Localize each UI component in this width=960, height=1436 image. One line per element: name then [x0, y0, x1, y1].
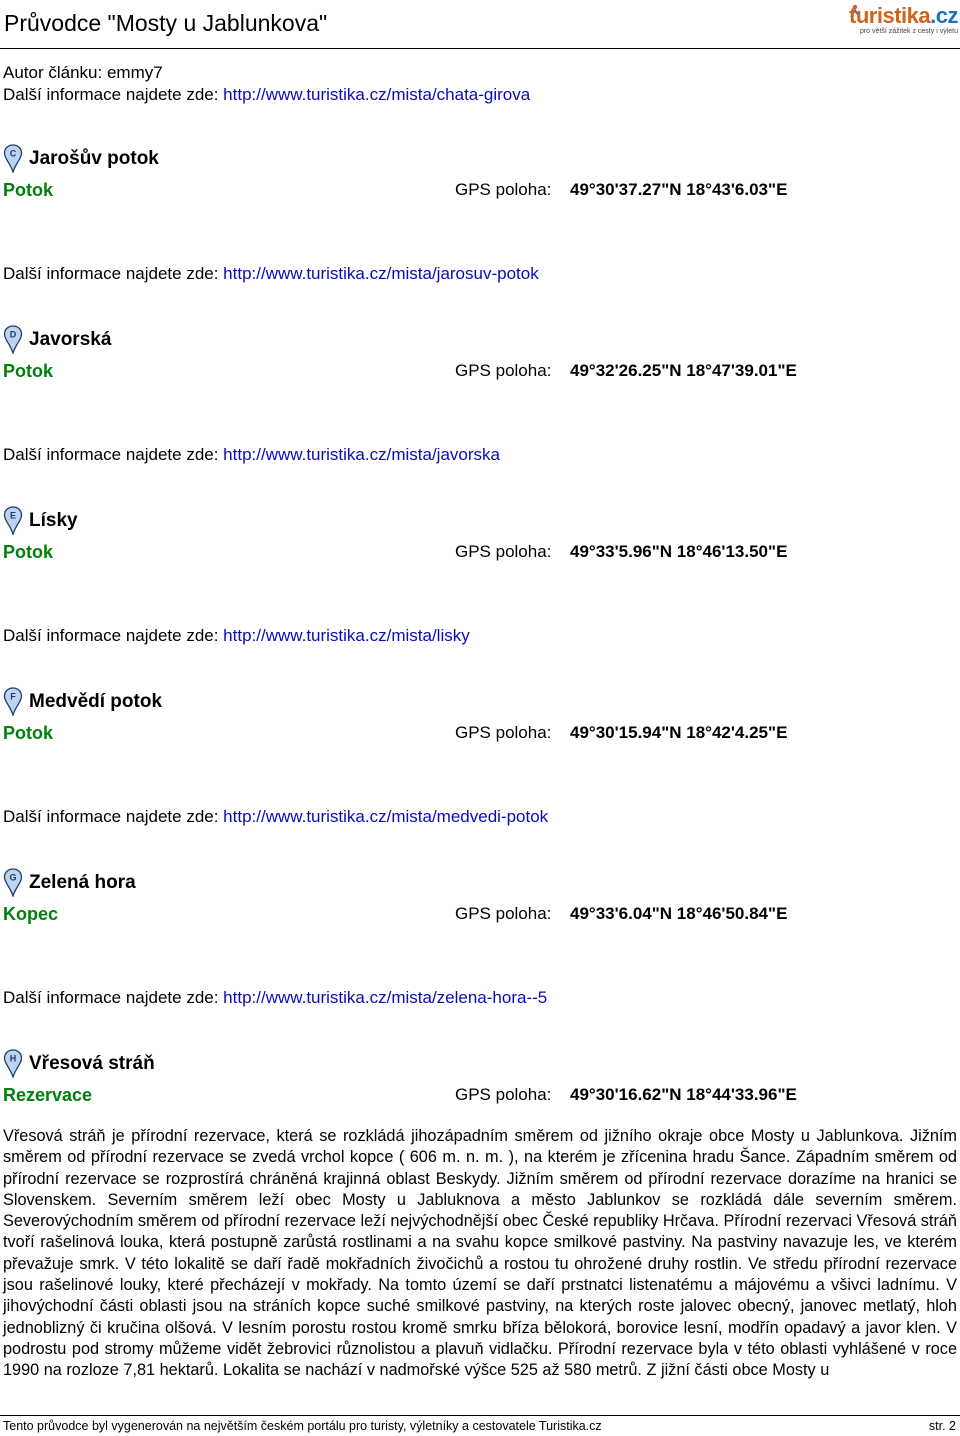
place-name: Medvědí potok [29, 691, 163, 712]
place-name: Lísky [29, 510, 78, 531]
author-label: Autor článku: [3, 63, 107, 82]
place-type: Potok [3, 723, 54, 743]
gps-label: GPS poloha: [455, 361, 552, 380]
more-info-line [3, 625, 470, 646]
footer-divider [0, 1415, 960, 1416]
more-info-link[interactable]: http://www.turistika.cz/mista/zelena-hora--5 [223, 988, 548, 1007]
place-description: Vřesová stráň je přírodní rezervace, která se rozkládá jihozápadním směrem od jižního okraje obce Mosty u Jablunkova. Jižním směrem od přírodní rezervace se zvedá vrchol kopce ( 606 m. n. m. ), na kterém je zřícenina hradu Šance. Západním směrem od přírodní rezervace se rozprostírá chráněná krajinná oblast Beskydy. Jižním směrem od přírodní rezervace dorazíme na hranici se Slovenskem. Severním směrem leží obec Mosty u Jabluknova a město Jablunkov se rozkládá dále severním směrem. Severovýchodním směrem od přírodní rezervace leží nejvýchodnější obec České republiky Hrčava. Přírodní rezervaci Vřesová stráň tvoří rašelinová louka, která postupně zarůstá rostlinami a na svahu kopce smilkové pastviny. Na pastviny navazuje les, ve kterém převažuje smrk. V této lokalitě se daří řadě mokřadních živočichů a rostou tu ohrožené druhy rostlin. Ve středu přírodní rezervace jsou rašelinové louky, které přecházejí v mokřady. Na tomto území se daří prstnatci listenatému a májovému a všivci ladnímu. V jihovýchodní části oblasti jsou na stráních kopce suché smilkové pastviny, na kterých roste jalovec obecný, janovec metlatý, hloh jednoblizný či kručina olšová. V lesním porostu rostou kromě smrku bříza bělokorá, borovice lesní, modřín opadavý a javor klen. V podrostu pod stromy můžeme vidět žebrovici různolistou a plavuň vidlačku. Přírodní rezervace byla v této oblasti vyhlášené v roce 1990 na rozloze 7,81 hektarů. Lokalita se nachází v nadmořské výšce 525 až 580 metrů. Z jižní části obce Mosty u [3, 1127, 957, 1380]
map-pin-icon [3, 506, 23, 535]
place-type: Potok [3, 180, 54, 200]
place-name: Jarošův potok [29, 148, 159, 169]
gps-value: 49°33'5.96"N 18°46'13.50"E [570, 542, 788, 561]
gps-label: GPS poloha: [455, 180, 552, 199]
page-header [0, 0, 960, 48]
more-info-link[interactable]: http://www.turistika.cz/mista/chata-girova [223, 85, 531, 104]
gps-position [455, 1084, 797, 1106]
more-info-label: Další informace najdete zde: [3, 626, 224, 645]
map-pin-icon [3, 868, 23, 897]
gps-label: GPS poloha: [455, 1085, 552, 1104]
gps-position [455, 360, 797, 382]
gps-position [455, 541, 788, 563]
gps-position [455, 179, 788, 201]
gps-value: 49°30'16.62"N 18°44'33.96"E [570, 1085, 797, 1104]
pin-marker-letter: D [9, 329, 17, 340]
logo-text-domain: .cz [930, 3, 958, 28]
map-pin-icon [3, 144, 23, 173]
map-pin-icon [3, 325, 23, 354]
logo-text-main: turistika [849, 3, 931, 28]
author-line [3, 62, 163, 83]
more-info-label: Další informace najdete zde: [3, 988, 224, 1007]
place-type: Potok [3, 361, 54, 381]
pin-marker-letter: C [9, 148, 17, 159]
page-number: str. 2 [928, 1419, 956, 1433]
gps-label: GPS poloha: [455, 904, 552, 923]
gps-label: GPS poloha: [455, 723, 552, 742]
gps-value: 49°30'15.94"N 18°42'4.25"E [570, 723, 788, 742]
gps-label: GPS poloha: [455, 542, 552, 561]
gps-value: 49°32'26.25"N 18°47'39.01"E [570, 361, 797, 380]
place-name: Zelená hora [29, 872, 136, 893]
author-name: emmy7 [106, 63, 163, 82]
gps-position [455, 722, 788, 744]
more-info-link[interactable]: http://www.turistika.cz/mista/lisky [223, 626, 470, 645]
more-info-line [3, 84, 530, 105]
pin-marker-letter: E [9, 510, 17, 521]
gps-value: 49°30'37.27"N 18°43'6.03"E [570, 180, 788, 199]
more-info-line [3, 444, 500, 465]
map-pin-icon [3, 687, 23, 716]
more-info-link[interactable]: http://www.turistika.cz/mista/medvedi-potok [223, 807, 549, 826]
pin-marker-letter: F [10, 691, 16, 702]
gps-position [455, 903, 788, 925]
place-type: Kopec [3, 904, 59, 924]
logo-tagline: pro větší zážitek z cesty i výletu [859, 28, 958, 35]
gps-value: 49°33'6.04"N 18°46'50.84"E [570, 904, 788, 923]
place-name: Javorská [29, 329, 112, 350]
document-title: Průvodce "Mosty u Jablunkova" [4, 10, 328, 36]
pin-marker-letter: H [9, 1053, 17, 1064]
footer-text: Tento průvodce byl vygenerován na největším českém portálu pro turisty, výletníky a cestovatele Turistika.cz [3, 1419, 602, 1433]
place-type: Potok [3, 542, 54, 562]
more-info-line [3, 987, 547, 1008]
logo-wordmark [849, 4, 958, 28]
pin-marker-letter: G [9, 872, 17, 883]
more-info-label: Další informace najdete zde: [3, 445, 224, 464]
map-pin-icon [3, 1049, 23, 1078]
place-type: Rezervace [3, 1085, 93, 1105]
header-divider [0, 48, 960, 49]
more-info-label: Další informace najdete zde: [3, 264, 224, 283]
more-info-label: Další informace najdete zde: [3, 807, 224, 826]
place-name: Vřesová stráň [29, 1053, 155, 1074]
more-info-line [3, 263, 539, 284]
turistika-logo[interactable] [849, 3, 958, 38]
more-info-link[interactable]: http://www.turistika.cz/mista/javorska [223, 445, 500, 464]
more-info-link[interactable]: http://www.turistika.cz/mista/jarosuv-potok [223, 264, 539, 283]
more-info-line [3, 806, 548, 827]
more-info-label: Další informace najdete zde: [3, 85, 224, 104]
